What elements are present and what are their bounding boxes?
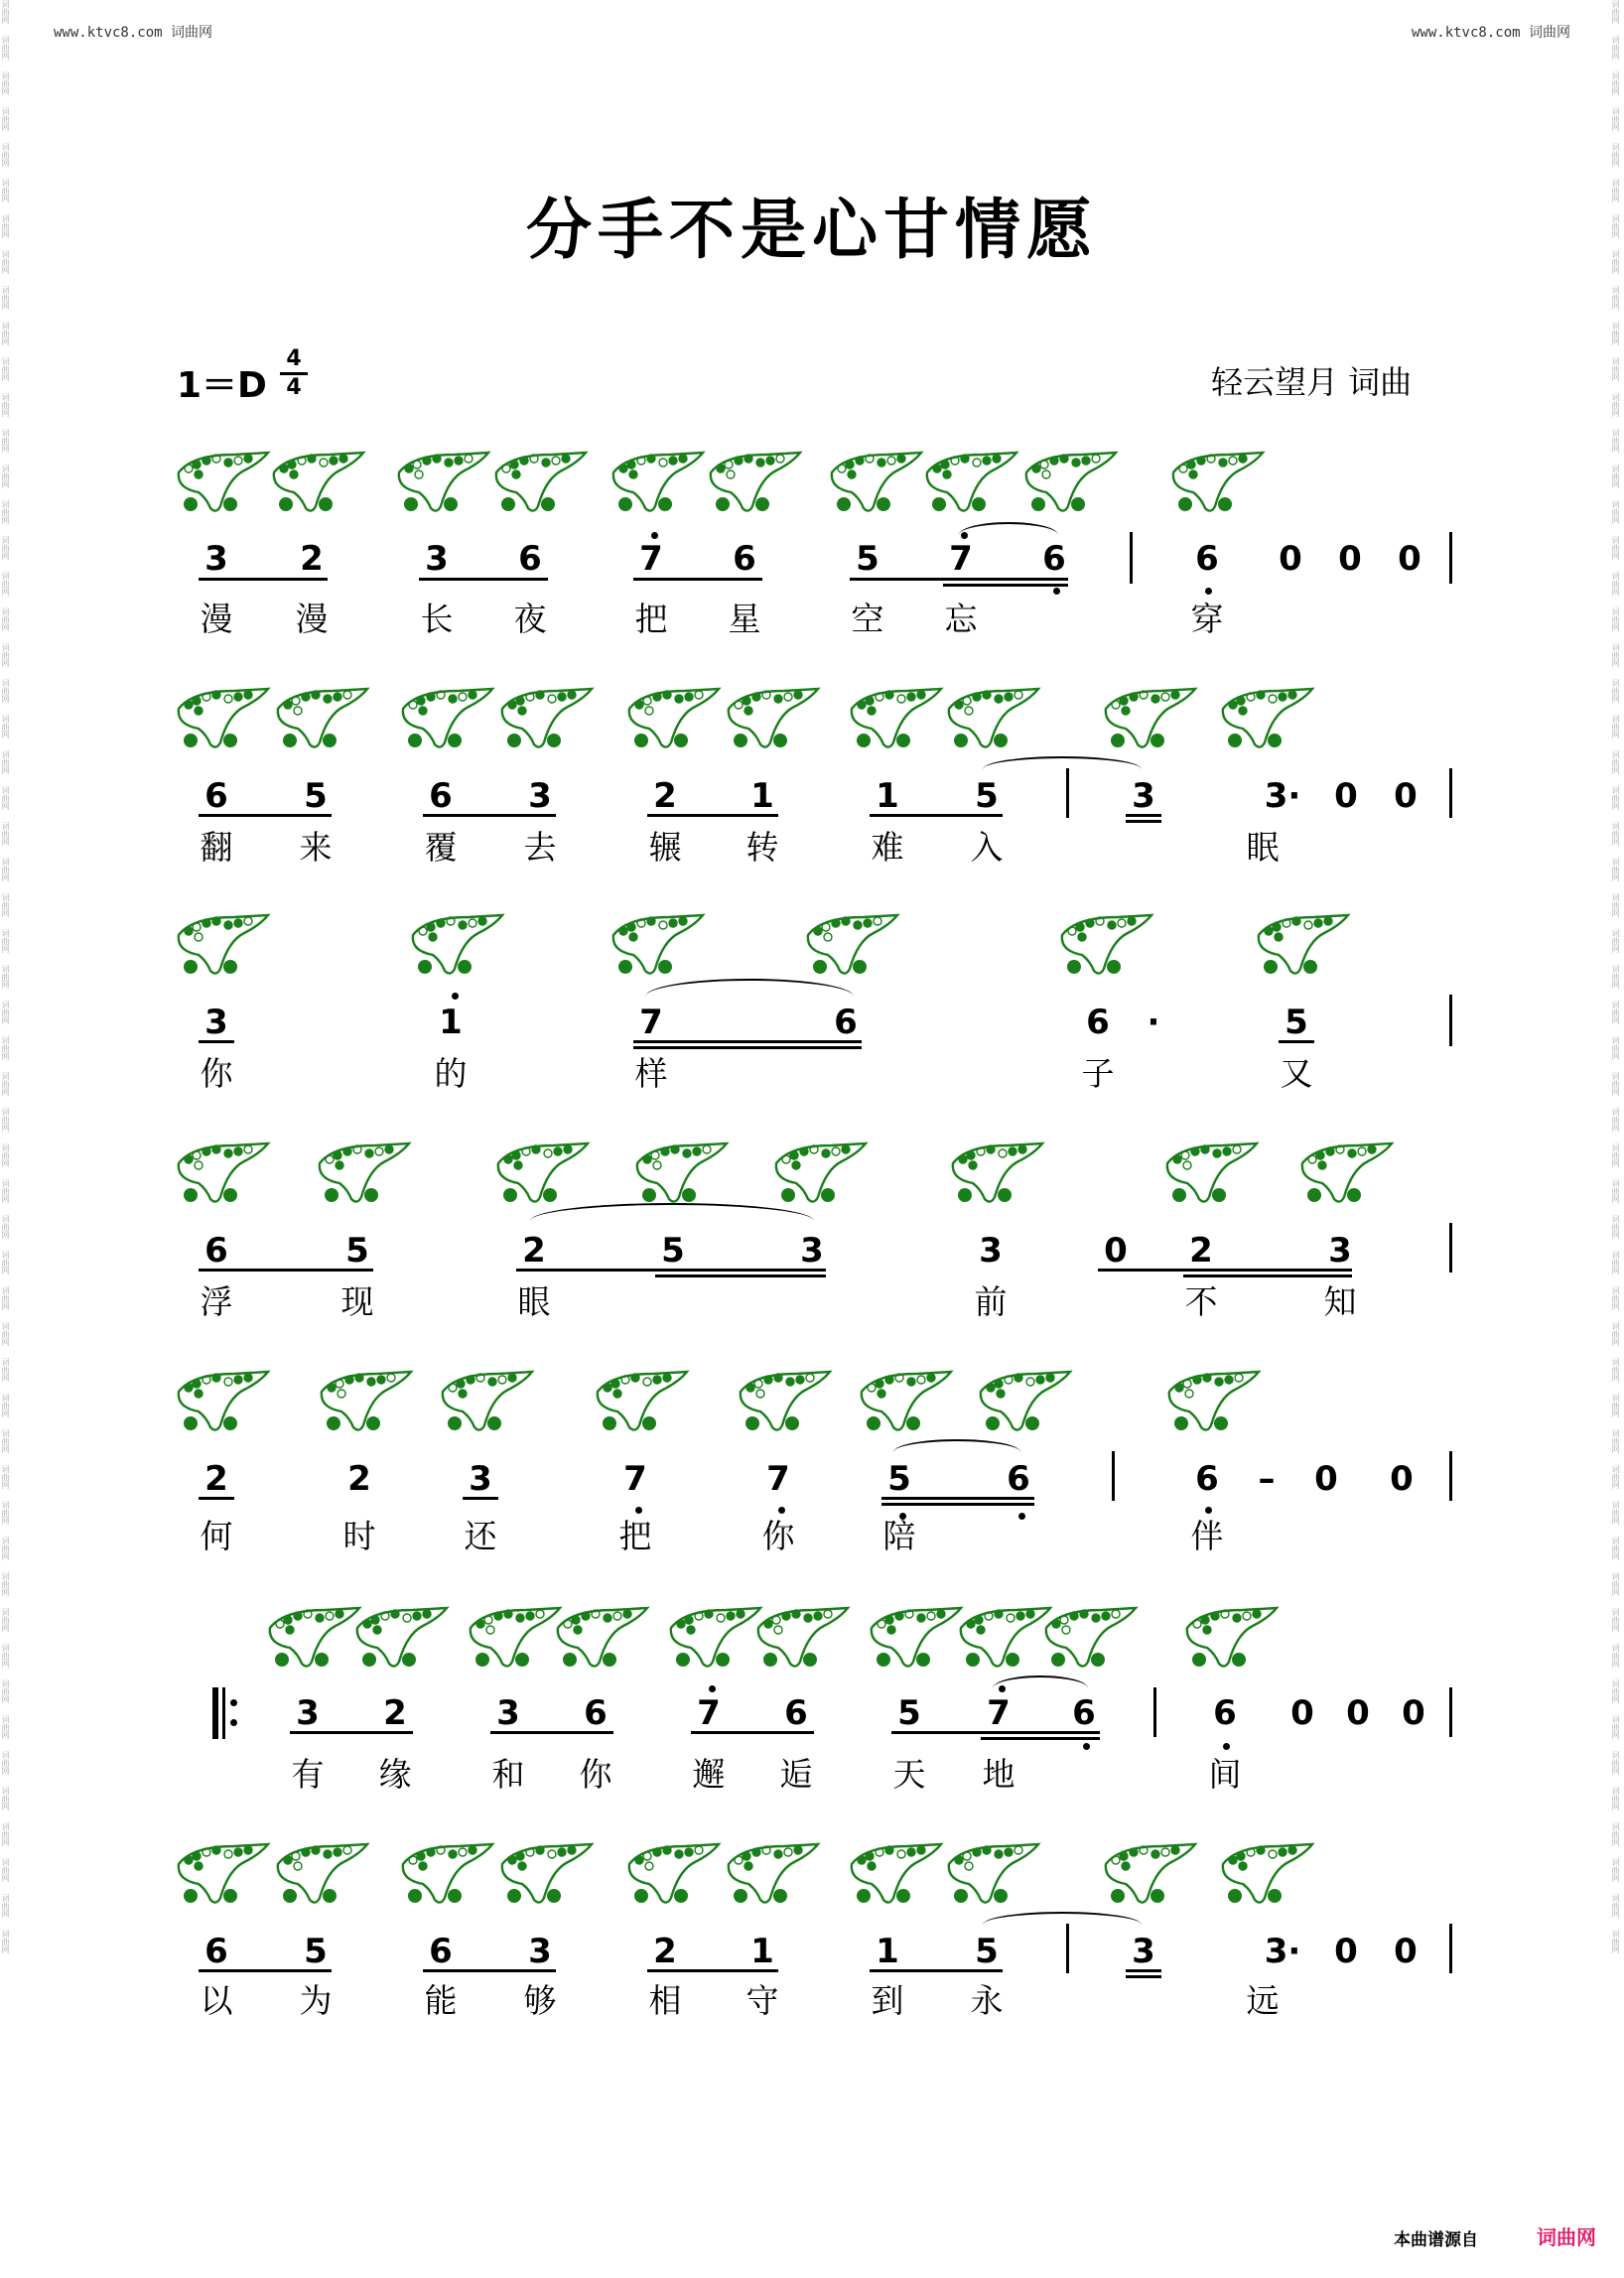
note: 0 (1338, 539, 1362, 579)
note: 3 (204, 539, 228, 579)
key-signature: 1＝D (177, 365, 267, 406)
note: 3 (1132, 1932, 1155, 1971)
note: 2 (653, 1932, 677, 1971)
note: 1 (876, 1932, 899, 1971)
note: 6 (204, 1231, 228, 1271)
note: 3 (296, 1693, 320, 1733)
lyric: 把 (618, 1517, 652, 1555)
lyric: 星 (728, 600, 761, 638)
ocarina-fingering-icon (1167, 449, 1267, 516)
note: 5 (304, 1932, 328, 1971)
note: 2 (653, 776, 677, 816)
note: 5 (661, 1231, 685, 1271)
lyric: 转 (745, 828, 779, 867)
note: 6 (784, 1693, 808, 1733)
lyric: 眠 (1246, 828, 1280, 867)
source-label: 本曲谱源自 (1394, 2230, 1478, 2250)
ocarina-fingering-icon (1161, 1139, 1261, 1207)
lyric: 何 (200, 1517, 233, 1555)
note: 0 (1346, 1693, 1370, 1733)
note: 7 (639, 1003, 663, 1042)
note: 6 (1195, 539, 1219, 579)
ocarina-fingering-icon (1100, 1840, 1199, 1908)
ocarina-fingering-icon (1020, 449, 1120, 516)
note: 1 (876, 776, 899, 816)
note: 0 (1398, 539, 1421, 579)
note: 0 (1290, 1693, 1314, 1733)
lyric: 去 (523, 828, 557, 867)
note: 6 (1007, 1459, 1030, 1499)
note: 1 (439, 1003, 463, 1042)
lyric: 不 (1184, 1282, 1218, 1321)
note: 3 (425, 539, 449, 579)
note: 5 (887, 1459, 911, 1499)
ocarina-fingering-icon (1253, 911, 1352, 979)
ocarina-fingering-icon (1040, 1604, 1140, 1672)
lyric: 够 (523, 1981, 557, 2020)
ocarina-fingering-icon (272, 1840, 371, 1908)
note: · (1147, 1003, 1160, 1042)
lyric: 你 (200, 1054, 233, 1093)
note: 5 (1285, 1003, 1308, 1042)
lyric: 和 (491, 1755, 525, 1794)
lyric: 辗 (648, 828, 682, 867)
note: 7 (949, 539, 973, 579)
ocarina-fingering-icon (856, 1368, 955, 1435)
ocarina-fingering-icon (496, 685, 596, 752)
note: 6 (834, 1003, 858, 1042)
lyric: 到 (871, 1981, 904, 2020)
ocarina-fingering-icon (846, 685, 945, 752)
ocarina-fingering-icon (397, 685, 496, 752)
ocarina-fingering-icon (552, 1604, 651, 1672)
lyric: 来 (299, 828, 333, 867)
lyric: 把 (634, 600, 668, 638)
ocarina-fingering-icon (623, 1840, 723, 1908)
ocarina-fingering-icon (173, 1840, 272, 1908)
note: 3 (979, 1231, 1003, 1271)
composer-credit: 轻云望月 词曲 (1211, 363, 1413, 401)
ocarina-fingering-icon (1163, 1368, 1263, 1435)
lyric: 有 (291, 1755, 325, 1794)
note: 5 (975, 776, 999, 816)
note: 2 (1189, 1231, 1213, 1271)
lyric: 前 (974, 1282, 1008, 1321)
lyric: 邂 (692, 1755, 726, 1794)
lyric: 间 (1208, 1755, 1242, 1794)
note: 7 (766, 1459, 790, 1499)
lyric: 永 (970, 1981, 1004, 2020)
lyric: 子 (1081, 1054, 1115, 1093)
note: 3 (528, 776, 552, 816)
lyric: 忘 (944, 600, 978, 638)
lyric: 相 (648, 1981, 682, 2020)
ocarina-fingering-icon (955, 1604, 1054, 1672)
note: 2 (347, 1459, 371, 1499)
lyric: 伴 (1190, 1517, 1224, 1555)
note: 6 (429, 776, 453, 816)
ocarina-fingering-icon (723, 1840, 822, 1908)
ocarina-fingering-icon (631, 1139, 731, 1207)
lyric: 缘 (378, 1755, 412, 1794)
ocarina-fingering-icon (1181, 1604, 1281, 1672)
time-top: 4 (286, 346, 302, 371)
lyric: 覆 (424, 828, 458, 867)
ocarina-fingering-icon (173, 911, 272, 979)
note: 5 (975, 1932, 999, 1971)
edge-watermark-right: 词曲网 词曲网 词曲网 词曲网 词曲网 词曲网 词曲网 词曲网 词曲网 词曲网 词曲网 词曲网 词曲网 词曲网 词曲网 词曲网 词曲网 词曲网 词曲网 词曲网 词曲网 词曲网 词曲网 词曲网 词曲网 词曲网 词曲网 词曲网 词曲网 词曲网 词曲网 词曲网 词曲网 词曲网 词曲网 词曲网 词曲网 词曲网 词曲网 词曲网 词曲网 词曲网 词曲网 词曲网 词曲网 词曲网 词曲网 词曲网 词曲网 词曲网 词曲网 词曲网 词曲网 词曲网 词曲网 (1611, 0, 1620, 1953)
time-bottom: 4 (286, 375, 302, 400)
ocarina-fingering-icon (264, 1604, 363, 1672)
ocarina-fingering-icon (608, 911, 707, 979)
note: 3 (1328, 1231, 1352, 1271)
lyric: 又 (1280, 1054, 1313, 1093)
note: 5 (304, 776, 328, 816)
note: 3 (800, 1231, 824, 1271)
note: 1 (750, 1932, 774, 1971)
note: 3· (1264, 776, 1301, 816)
site-url-left: www.ktvc8.com 词曲网 (54, 25, 213, 41)
note: 0 (1279, 539, 1302, 579)
note: 3 (1132, 776, 1155, 816)
note: – (1258, 1459, 1276, 1499)
ocarina-fingering-icon (752, 1604, 852, 1672)
lyric: 翻 (200, 828, 233, 867)
ocarina-fingering-icon (947, 1139, 1046, 1207)
note: 6 (733, 539, 756, 579)
ocarina-fingering-icon (770, 1139, 870, 1207)
ocarina-fingering-icon (1217, 1840, 1316, 1908)
note: 3 (204, 1003, 228, 1042)
lyric: 样 (634, 1054, 668, 1093)
note: 3 (469, 1459, 492, 1499)
lyric: 远 (1246, 1981, 1280, 2020)
ocarina-fingering-icon (1296, 1139, 1396, 1207)
lyric: 夜 (513, 600, 547, 638)
note: 7 (623, 1459, 647, 1499)
note: 3 (496, 1693, 520, 1733)
note: 6 (1195, 1459, 1219, 1499)
ocarina-fingering-icon (173, 1139, 272, 1207)
ocarina-fingering-icon (272, 685, 371, 752)
ocarina-fingering-icon (492, 1139, 592, 1207)
note: 2 (383, 1693, 407, 1733)
note: 3· (1264, 1932, 1301, 1971)
ocarina-fingering-icon (826, 449, 925, 516)
ocarina-fingering-icon (846, 1840, 945, 1908)
ocarina-fingering-icon (705, 449, 804, 516)
note: 6 (518, 539, 542, 579)
ocarina-fingering-icon (943, 1840, 1042, 1908)
edge-watermark-left: 词曲网 词曲网 词曲网 词曲网 词曲网 词曲网 词曲网 词曲网 词曲网 词曲网 词曲网 词曲网 词曲网 词曲网 词曲网 词曲网 词曲网 词曲网 词曲网 词曲网 词曲网 词曲网 词曲网 词曲网 词曲网 词曲网 词曲网 词曲网 词曲网 词曲网 词曲网 词曲网 词曲网 词曲网 词曲网 词曲网 词曲网 词曲网 词曲网 词曲网 词曲网 词曲网 词曲网 词曲网 词曲网 词曲网 词曲网 词曲网 词曲网 词曲网 词曲网 词曲网 词曲网 词曲网 词曲网 (1, 0, 10, 1953)
note: 1 (750, 776, 774, 816)
note: 0 (1390, 1459, 1414, 1499)
note: 0 (1402, 1693, 1425, 1733)
note: 5 (897, 1693, 921, 1733)
ocarina-fingering-icon (351, 1604, 451, 1672)
ocarina-fingering-icon (592, 1368, 691, 1435)
note: 5 (345, 1231, 369, 1271)
note: 5 (856, 539, 880, 579)
note: 6 (204, 1932, 228, 1971)
lyric: 长 (420, 600, 454, 638)
ocarina-fingering-icon (975, 1368, 1074, 1435)
note: 0 (1334, 776, 1358, 816)
lyric: 空 (851, 600, 884, 638)
lyric: 浮 (200, 1282, 233, 1321)
note: 0 (1334, 1932, 1358, 1971)
ocarina-fingering-icon (608, 449, 707, 516)
ocarina-fingering-icon (735, 1368, 834, 1435)
ocarina-fingering-icon (866, 1604, 965, 1672)
ocarina-fingering-icon (314, 1139, 413, 1207)
note: 2 (204, 1459, 228, 1499)
note: 6 (1086, 1003, 1110, 1042)
lyric: 现 (340, 1282, 374, 1321)
note: 7 (697, 1693, 721, 1733)
note: 6 (204, 776, 228, 816)
lyric: 还 (464, 1517, 497, 1555)
note: 6 (429, 1932, 453, 1971)
site-logo[interactable]: 词曲网 (1537, 2225, 1596, 2249)
ocarina-fingering-icon (316, 1368, 415, 1435)
ocarina-fingering-icon (465, 1604, 564, 1672)
lyric: 能 (424, 1981, 458, 2020)
note: 7 (639, 539, 663, 579)
note: 2 (300, 539, 324, 579)
lyric: 知 (1323, 1282, 1357, 1321)
lyric: 穿 (1190, 600, 1224, 638)
ocarina-fingering-icon (173, 1368, 272, 1435)
lyric: 入 (970, 828, 1004, 867)
note: 6 (1213, 1693, 1237, 1733)
lyric: 陪 (882, 1517, 916, 1555)
ocarina-fingering-icon (173, 449, 272, 516)
lyric: 逅 (779, 1755, 813, 1794)
lyric: 你 (579, 1755, 612, 1794)
lyric: 的 (434, 1054, 468, 1093)
note: 0 (1394, 1932, 1418, 1971)
ocarina-fingering-icon (943, 685, 1042, 752)
note: 0 (1104, 1231, 1128, 1271)
song-title: 分手不是心甘情愿 (526, 191, 1098, 268)
lyric: 眼 (517, 1282, 551, 1321)
ocarina-fingering-icon (665, 1604, 764, 1672)
ocarina-fingering-icon (1217, 685, 1316, 752)
ocarina-fingering-icon (1056, 911, 1155, 979)
ocarina-fingering-icon (437, 1368, 536, 1435)
note: 0 (1314, 1459, 1338, 1499)
note: 6 (1072, 1693, 1096, 1733)
ocarina-fingering-icon (802, 911, 901, 979)
lyric: 你 (761, 1517, 795, 1555)
note: 3 (528, 1932, 552, 1971)
ocarina-fingering-icon (397, 1840, 496, 1908)
lyric: 漫 (295, 600, 329, 638)
lyric: 时 (342, 1517, 376, 1555)
ocarina-fingering-icon (723, 685, 822, 752)
ocarina-fingering-icon (623, 685, 723, 752)
ocarina-fingering-icon (1100, 685, 1199, 752)
lyric: 漫 (200, 600, 233, 638)
ocarina-fingering-icon (393, 449, 492, 516)
note: 2 (522, 1231, 546, 1271)
ocarina-fingering-icon (268, 449, 367, 516)
ocarina-fingering-icon (490, 449, 590, 516)
lyric: 地 (982, 1755, 1015, 1794)
note: 0 (1394, 776, 1418, 816)
lyric: 守 (745, 1981, 779, 2020)
note: 6 (584, 1693, 608, 1733)
lyric: 天 (892, 1755, 926, 1794)
ocarina-fingering-icon (496, 1840, 596, 1908)
lyric: 难 (871, 828, 904, 867)
ocarina-fingering-icon (407, 911, 506, 979)
lyric: 以 (200, 1981, 233, 2020)
note: 7 (987, 1693, 1011, 1733)
lyric: 为 (299, 1981, 333, 2020)
note: 6 (1042, 539, 1066, 579)
ocarina-fingering-icon (173, 685, 272, 752)
site-url-right: www.ktvc8.com 词曲网 (1411, 25, 1570, 41)
ocarina-fingering-icon (921, 449, 1020, 516)
